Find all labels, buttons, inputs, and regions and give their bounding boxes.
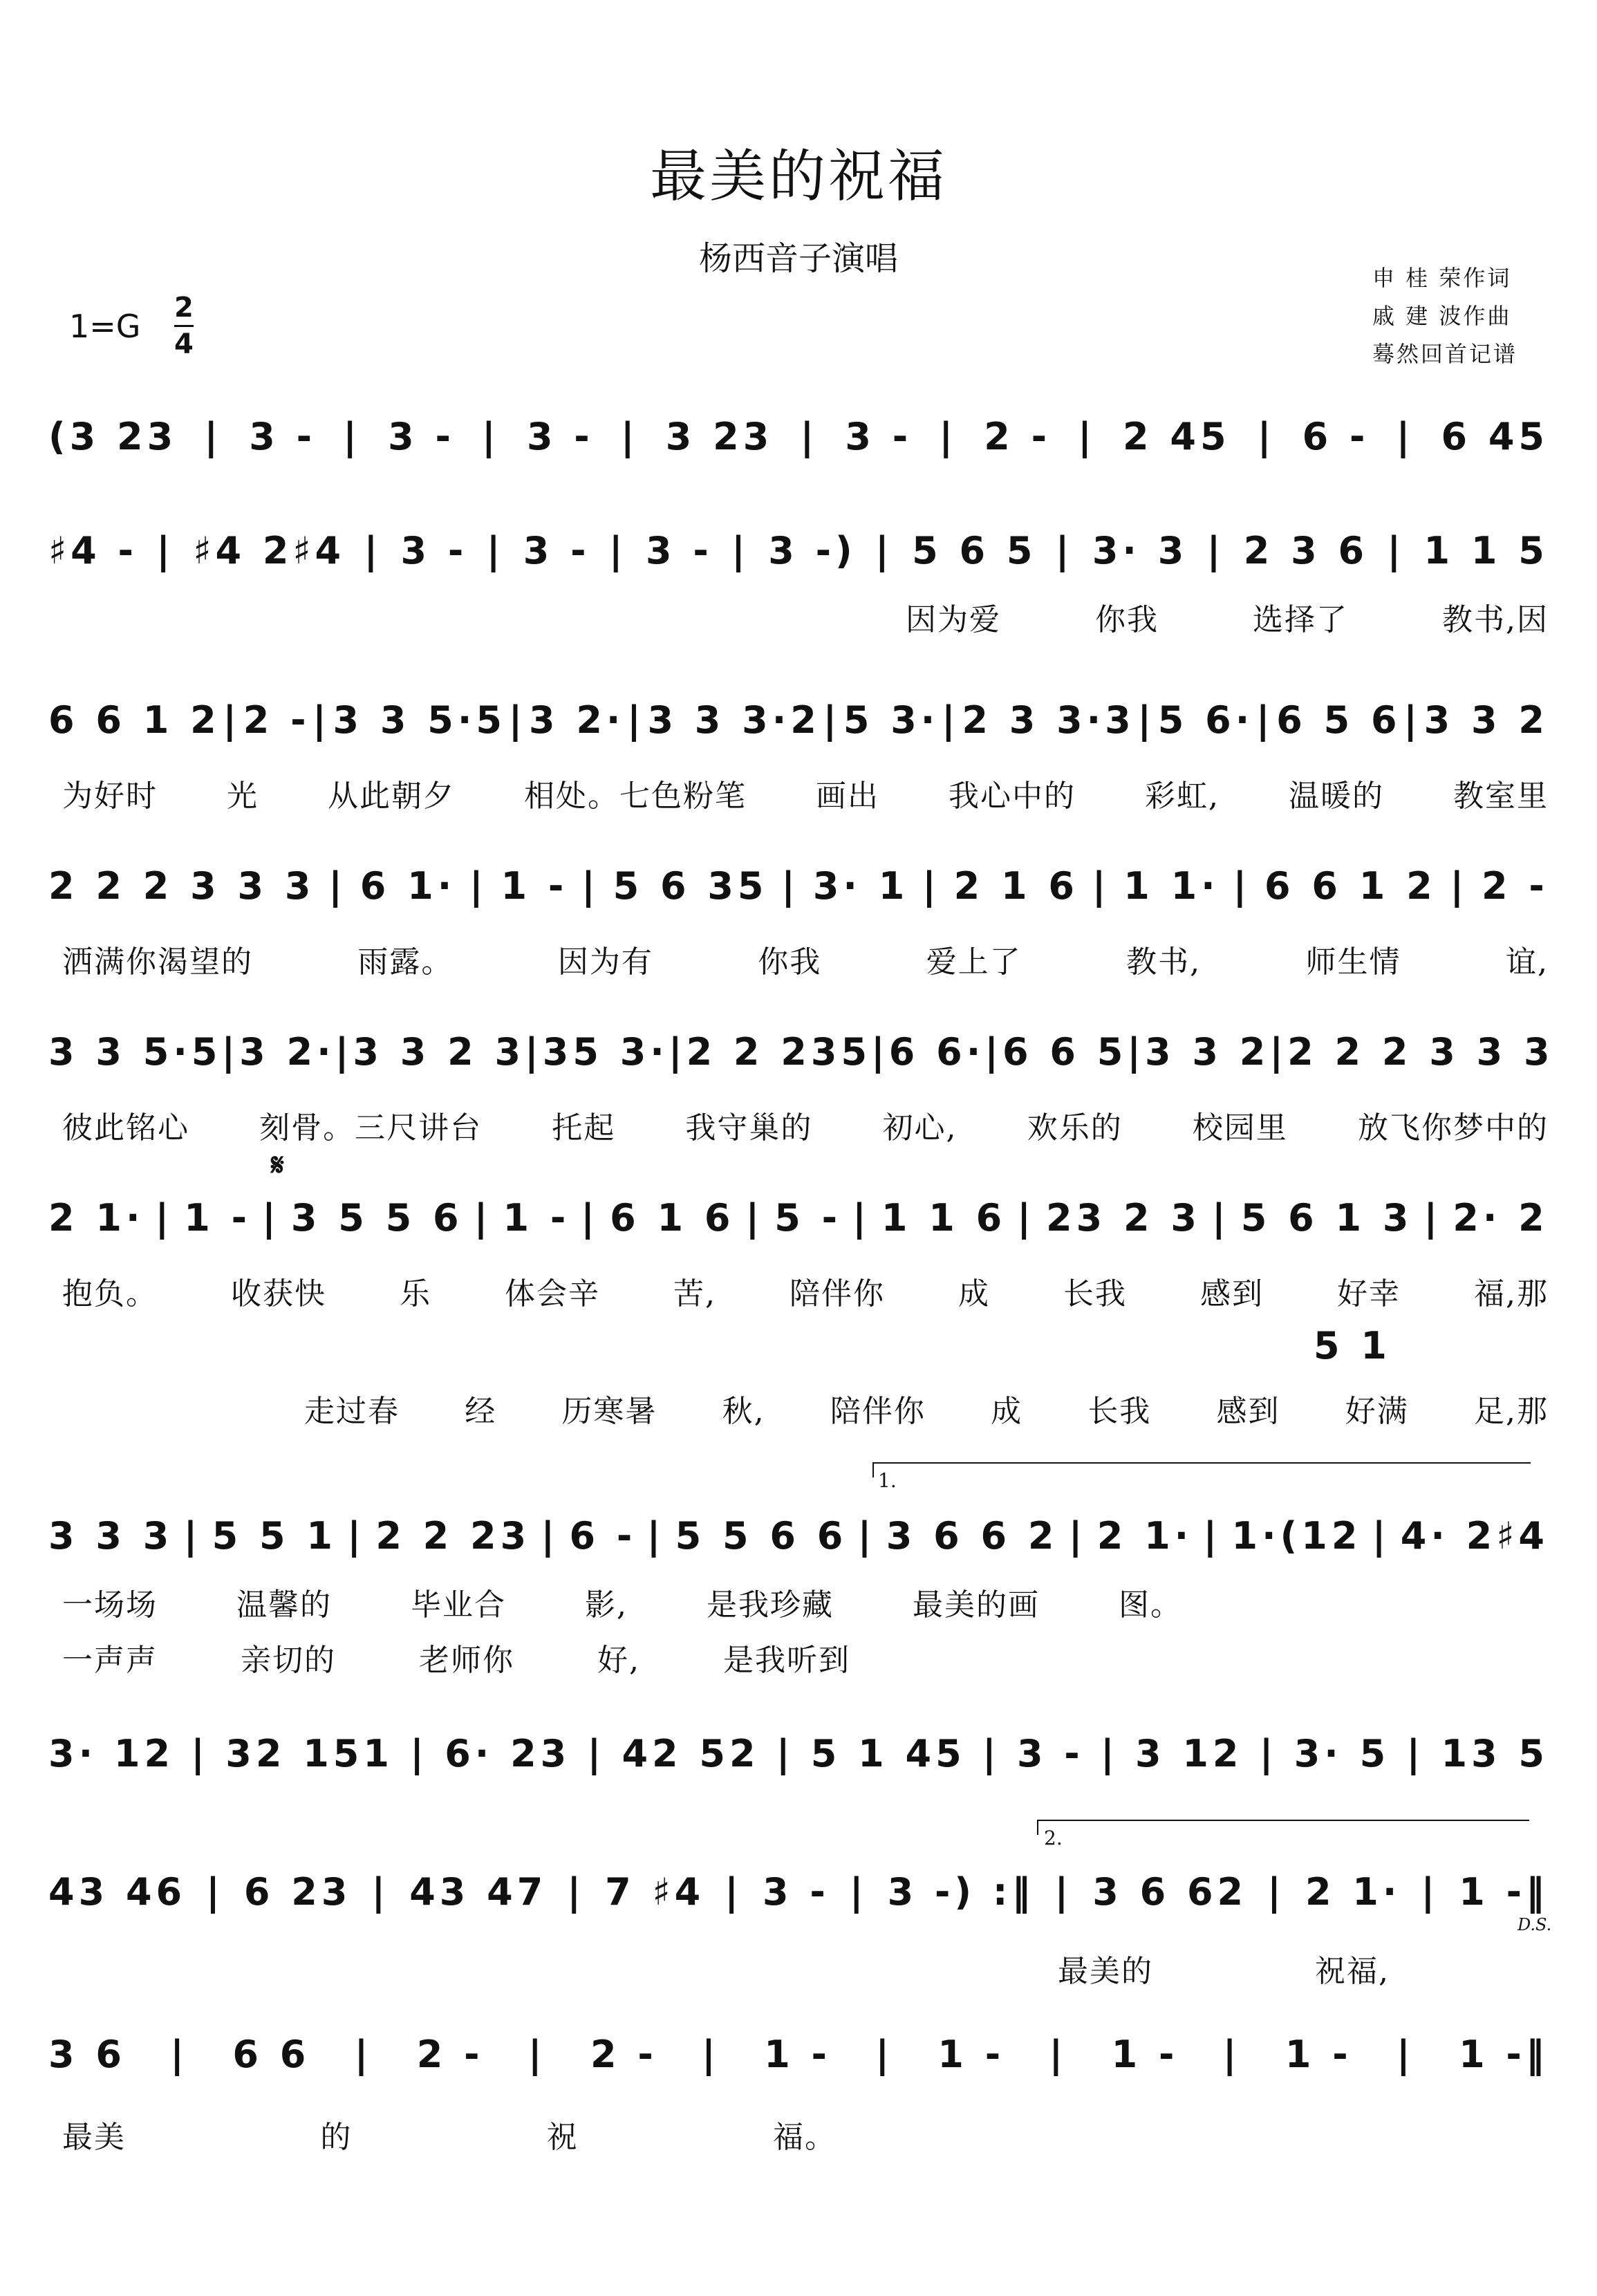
lyric: 雨露。: [357, 944, 454, 980]
lyric: 温暖的: [1289, 778, 1384, 814]
composer: 戚 建 波作曲: [1372, 303, 1512, 329]
barline: |: [541, 1514, 559, 1558]
barline: |: [347, 1514, 366, 1558]
measure: 1 -: [764, 2033, 831, 2076]
barline: |: [371, 1870, 390, 1914]
measure: 1 1 5: [1423, 529, 1549, 572]
measure: 3 -: [388, 415, 455, 458]
barline: |: [875, 2033, 894, 2076]
measure: 6 23: [243, 1870, 352, 1914]
barline: |: [922, 864, 940, 908]
measure: 3 2·: [528, 698, 625, 742]
lyrics-row: [62, 771, 1549, 815]
measure: 6 5 6: [1276, 698, 1401, 742]
lyrics-row: [62, 1580, 1182, 1624]
lyric: 放飞你梦中的: [1357, 1110, 1549, 1146]
measure: 1 -‖: [1459, 2033, 1549, 2076]
lyric: 足,那: [1473, 1394, 1549, 1429]
barline: |: [776, 1732, 794, 1775]
measure: 3 2·: [239, 1030, 335, 1074]
lyric: 因为爱: [906, 602, 1001, 637]
lyric: 福,那: [1474, 1276, 1549, 1312]
barline: |: [1049, 2033, 1067, 2076]
lyric: 毕业合: [411, 1587, 506, 1623]
barline: |: [221, 1030, 240, 1074]
measure: 3 3 2 3: [353, 1030, 525, 1074]
lyric: 从此朝夕: [328, 778, 455, 814]
volta-1-bracket: [872, 1462, 1531, 1477]
measure: 6 45: [1441, 415, 1549, 458]
barline: |: [486, 529, 505, 572]
barline: |: [364, 529, 382, 572]
barline: |: [620, 415, 639, 458]
lyric: 爱上了: [926, 944, 1022, 980]
barline: |: [1255, 698, 1274, 742]
barline: |: [410, 1732, 428, 1775]
volta-2-bracket: [1037, 1820, 1529, 1835]
measure: 5 3·: [843, 698, 940, 742]
notation-row: [48, 1514, 1549, 1558]
measure: 1 -: [184, 1196, 252, 1240]
volta-2-label: 2.: [1044, 1827, 1063, 1849]
measure: 3 -: [1016, 1732, 1084, 1775]
measure: 3 3 3: [48, 1514, 174, 1558]
barline: |: [1203, 1514, 1222, 1558]
measure: 2 3 3·3: [962, 698, 1135, 742]
performer: 杨西音子演唱: [698, 239, 898, 278]
barline: |: [1206, 529, 1225, 572]
barline: |: [1017, 1196, 1035, 1240]
lyrics-row: [62, 1269, 1549, 1313]
measure: 2 -: [243, 698, 310, 742]
barline: |: [745, 1196, 764, 1240]
barline: |: [731, 529, 749, 572]
barline: |: [312, 698, 330, 742]
notation-row: [48, 2033, 1549, 2076]
barline: |: [702, 2033, 720, 2076]
barline: |: [984, 1030, 1002, 1074]
barline: |: [1233, 864, 1251, 908]
barline: |: [1267, 1870, 1285, 1914]
measure: 2 1·: [1096, 1514, 1193, 1558]
measure: 3 3 5·5: [48, 1030, 222, 1074]
lyric: 你我: [1095, 602, 1159, 637]
key-signature: 1=G: [69, 308, 141, 345]
measure: 2 45: [1123, 415, 1231, 458]
barline: |: [1211, 1196, 1230, 1240]
lyric: 乐: [400, 1276, 431, 1312]
barline: |: [852, 1196, 870, 1240]
measure: 6 6 1 2: [1264, 864, 1437, 908]
lyric: 长我: [1063, 1276, 1127, 1312]
lyric: 我心中的: [949, 778, 1076, 814]
measure: 6 6: [232, 2033, 310, 2076]
lyric: 欢乐的: [1027, 1110, 1123, 1146]
lyric: 秋,: [722, 1394, 765, 1429]
lyric: 画出: [816, 778, 879, 814]
measure: 35 3·: [542, 1030, 669, 1074]
lyric: 是我珍藏: [707, 1587, 834, 1623]
transcriber: 蓦然回首记谱: [1372, 341, 1518, 367]
measure: 43 47: [409, 1870, 548, 1914]
lyrics-row: [62, 2112, 837, 2156]
measure: 5 1 45: [810, 1732, 966, 1775]
lyrics-row: [62, 937, 1549, 981]
measure: 3 3 2: [1145, 1030, 1270, 1074]
lyric: 校园里: [1192, 1110, 1288, 1146]
measure: 2 -: [416, 2033, 484, 2076]
measure: 6 1 6: [610, 1196, 735, 1240]
measure: 5 5 1: [212, 1514, 337, 1558]
barline: |: [939, 415, 958, 458]
barline: |: [857, 1514, 876, 1558]
notation-row: [48, 1870, 1549, 1914]
measure: 2 3 6: [1243, 529, 1369, 572]
lyric: 相处。七色粉笔: [524, 778, 747, 814]
measure: ♯4 -: [48, 529, 138, 572]
barline: |: [469, 864, 487, 908]
lyric: 温馨的: [236, 1587, 332, 1623]
barline: |: [1257, 415, 1276, 458]
notation-row: [1314, 1324, 1391, 1368]
lyric: 抱负。: [62, 1276, 158, 1312]
measure: 7 ♯4: [605, 1870, 705, 1914]
barline: |: [1068, 1514, 1087, 1558]
barline: |: [581, 864, 599, 908]
lyric: 陪伴你: [790, 1276, 885, 1312]
measure: 6 1·: [359, 864, 456, 908]
lyric: 你我: [758, 944, 822, 980]
measure: 5 6 5: [912, 529, 1037, 572]
barline: |: [1403, 698, 1421, 742]
measure: 5 6 35: [613, 864, 768, 908]
measure: 4· 2♯4: [1400, 1514, 1549, 1558]
measure: 3 5 5 6: [290, 1196, 463, 1240]
lyric: 教书,因: [1442, 602, 1549, 637]
volta-1-label: 1.: [878, 1469, 897, 1492]
barline: |: [587, 1732, 606, 1775]
measure: 1 1 6: [881, 1196, 1007, 1240]
lyric: 初心,: [882, 1110, 958, 1146]
barline: |: [800, 415, 819, 458]
lyric: 为好时: [62, 778, 158, 814]
lyric: 福。: [772, 2120, 837, 2155]
barline: |: [627, 698, 645, 742]
measure: 32 151: [225, 1732, 393, 1775]
segno-sign: 𝄋: [271, 1148, 284, 1183]
measure: 43 46: [48, 1870, 187, 1914]
measure: 2 -: [590, 2033, 657, 2076]
barline: |: [223, 698, 241, 742]
measure: 1 1·: [1123, 864, 1220, 908]
barline: |: [170, 2033, 189, 2076]
measure: 1 -: [937, 2033, 1005, 2076]
lyric: 好幸: [1337, 1276, 1401, 1312]
measure: 3 12: [1134, 1732, 1243, 1775]
measure: 3 6: [48, 2033, 126, 2076]
notation-row: [48, 698, 1549, 742]
lyric: 师生情: [1305, 944, 1401, 980]
lyric: 成: [958, 1276, 990, 1312]
measure: 3 6 6 2: [886, 1514, 1058, 1558]
measure: 3 -: [762, 1870, 830, 1914]
lyric: 最美: [62, 2120, 126, 2155]
barline: |: [482, 415, 500, 458]
lyric: 的: [320, 2120, 353, 2155]
lyric: 彩虹,: [1145, 778, 1220, 814]
measure: 3· 1: [812, 864, 909, 908]
lyric: 好,: [597, 1643, 640, 1678]
barline: |: [156, 529, 174, 572]
barline: |: [1054, 1870, 1073, 1914]
lyric: 因为有: [557, 944, 653, 980]
measure: 5 5 6 6: [675, 1514, 848, 1558]
barline: |: [781, 864, 800, 908]
measure: ♯4 2♯4: [193, 529, 346, 572]
lyric: 亲切的: [241, 1643, 336, 1678]
measure: 23 2 3: [1046, 1196, 1201, 1240]
barline: |: [1423, 1196, 1442, 1240]
barline: |: [1450, 864, 1468, 908]
measure: 1 -: [503, 1196, 570, 1240]
barline: |: [335, 1030, 353, 1074]
measure: 3 -): [768, 529, 857, 572]
measure: 3· 12: [48, 1732, 175, 1775]
barline: |: [875, 529, 893, 572]
measure: 5 6 1 3: [1240, 1196, 1413, 1240]
measure: 3 3 2: [1423, 698, 1549, 742]
measure: 2 1·: [1305, 1870, 1401, 1914]
barline: |: [508, 698, 527, 742]
lyric: 教室里: [1453, 778, 1549, 814]
measure: 2 1·: [48, 1196, 144, 1240]
measure: 2 2 2 3 3 3: [48, 864, 315, 908]
barline: |: [1259, 1732, 1278, 1775]
notation-row: [48, 415, 1549, 458]
lyrics-row: [1058, 1946, 1390, 1990]
lyric: 老师你: [419, 1643, 514, 1678]
barline: |: [1078, 415, 1096, 458]
lyric: 影,: [585, 1587, 628, 1623]
measure: 5 6·: [1157, 698, 1254, 742]
measure: 3 -: [645, 529, 713, 572]
lyric: 苦,: [673, 1276, 716, 1312]
measure: 3 23: [665, 415, 774, 458]
measure: 1 -: [1285, 2033, 1352, 2076]
lyric: 最美的: [1058, 1954, 1153, 1989]
measure: 6· 23: [445, 1732, 571, 1775]
measure: 13 5: [1441, 1732, 1549, 1775]
lyric: 谊,: [1505, 944, 1549, 980]
measure: 2 2 23: [375, 1514, 531, 1558]
lyric: 图。: [1119, 1587, 1182, 1623]
measure: 3 -: [523, 529, 590, 572]
barline: |: [474, 1196, 492, 1240]
lyric: 我守巢的: [685, 1110, 813, 1146]
measure: 5 -: [774, 1196, 842, 1240]
measure: 3· 5: [1294, 1732, 1390, 1775]
barline: |: [608, 529, 627, 572]
measure: 6 -: [1302, 415, 1370, 458]
barline: |: [849, 1870, 868, 1914]
lyric: 洒满你渴望的: [62, 944, 253, 980]
notation-row: [48, 1030, 1554, 1074]
measure: 2 -: [1481, 864, 1549, 908]
barline: |: [343, 415, 361, 458]
measure: 2· 2: [1453, 1196, 1549, 1240]
measure: 3 -) :‖: [887, 1870, 1035, 1914]
barline: |: [206, 1870, 224, 1914]
song-title: 最美的祝福: [649, 144, 947, 209]
barline: |: [328, 864, 346, 908]
barline: |: [1100, 1732, 1119, 1775]
measure: 2 -: [984, 415, 1051, 458]
measure: 2 2 2 3 3 3: [1287, 1030, 1554, 1074]
lyric: 长我: [1087, 1394, 1152, 1429]
barline: |: [525, 1030, 543, 1074]
barline: |: [668, 1030, 687, 1074]
measure: 3 3 5·5: [333, 698, 506, 742]
barline: |: [1055, 529, 1074, 572]
lyric: 是我听到: [723, 1643, 850, 1678]
measure: 3 -: [400, 529, 468, 572]
barline: |: [262, 1196, 280, 1240]
measure: 6 6 5: [1002, 1030, 1128, 1074]
lyric: 选择了: [1253, 602, 1348, 637]
barline: |: [527, 2033, 546, 2076]
barline: |: [183, 1514, 202, 1558]
lyric: 成: [991, 1394, 1023, 1429]
lyric: 感到: [1216, 1394, 1280, 1429]
measure: 6 -: [569, 1514, 637, 1558]
measure: 3· 3: [1092, 529, 1188, 572]
barline: |: [1396, 415, 1414, 458]
time-signature: 2 4: [174, 292, 194, 360]
measure: 3 3 3·2: [647, 698, 821, 742]
barline: |: [1406, 1732, 1425, 1775]
measure: 1 -: [501, 864, 568, 908]
lyric: 祝: [546, 2120, 579, 2155]
lyric: 最美的画: [913, 1587, 1040, 1623]
lyric: 好满: [1345, 1394, 1409, 1429]
notation-row: [48, 1732, 1549, 1775]
barline: |: [1137, 698, 1156, 742]
lyric: 历寒暑: [561, 1394, 657, 1429]
lyrics-row: [62, 1635, 850, 1679]
barline: |: [581, 1196, 599, 1240]
barline: |: [823, 698, 841, 742]
measure: (3 23: [48, 415, 178, 458]
barline: |: [155, 1196, 174, 1240]
lyricist: 申 桂 荣作词: [1372, 265, 1512, 291]
notation-row: [48, 864, 1549, 908]
lyric: 一场场: [62, 1587, 158, 1623]
measure: 5 1: [1314, 1324, 1391, 1368]
measure: 1 -: [1111, 2033, 1179, 2076]
measure: 3 -: [526, 415, 594, 458]
barline: |: [1092, 864, 1110, 908]
lyric: 教书,: [1126, 944, 1202, 980]
barline: |: [646, 1514, 665, 1558]
measure: 1 -‖: [1459, 1870, 1549, 1914]
lyrics-row: [62, 1103, 1549, 1147]
lyric: 刻骨。三尺讲台: [259, 1110, 483, 1146]
barline: |: [567, 1870, 586, 1914]
lyric: 经: [465, 1394, 497, 1429]
notation-row: [48, 1196, 1549, 1240]
lyric: 一声声: [62, 1643, 158, 1678]
lyric: 体会辛: [505, 1276, 600, 1312]
lyric: 祝福,: [1315, 1954, 1390, 1989]
measure: 2 2 235: [686, 1030, 872, 1074]
barline: |: [1421, 1870, 1439, 1914]
lyric: 光: [227, 778, 259, 814]
lyric: 陪伴你: [830, 1394, 926, 1429]
barline: |: [204, 415, 223, 458]
lyric: 托起: [552, 1110, 616, 1146]
measure: 3 -: [249, 415, 317, 458]
barline: |: [941, 698, 960, 742]
measure: 3 -: [845, 415, 913, 458]
barline: |: [1269, 1030, 1288, 1074]
lyrics-row: [304, 1386, 1549, 1430]
barline: |: [1396, 2033, 1414, 2076]
barline: |: [1127, 1030, 1146, 1074]
barline: |: [191, 1732, 209, 1775]
measure: 42 52: [622, 1732, 760, 1775]
barline: |: [725, 1870, 743, 1914]
barline: |: [354, 2033, 373, 2076]
measure: 6 6·: [888, 1030, 985, 1074]
measure: 1·(12: [1231, 1514, 1362, 1558]
lyric: 收获快: [231, 1276, 326, 1312]
lyric: 走过春: [304, 1394, 400, 1429]
credits: [1372, 259, 1517, 373]
measure: 6 6 1 2: [48, 698, 221, 742]
barline: |: [871, 1030, 889, 1074]
notation-row: [48, 529, 1549, 572]
measure: 3 6 62: [1092, 1870, 1248, 1914]
lyric: 感到: [1200, 1276, 1264, 1312]
barline: |: [1387, 529, 1405, 572]
measure: 2 1 6: [953, 864, 1078, 908]
ds-marking: D.S.: [1517, 1915, 1552, 1934]
barline: |: [1372, 1514, 1390, 1558]
barline: |: [1222, 2033, 1241, 2076]
lyrics-row: [906, 595, 1549, 639]
lyric: 彼此铭心: [62, 1110, 189, 1146]
barline: |: [982, 1732, 1000, 1775]
